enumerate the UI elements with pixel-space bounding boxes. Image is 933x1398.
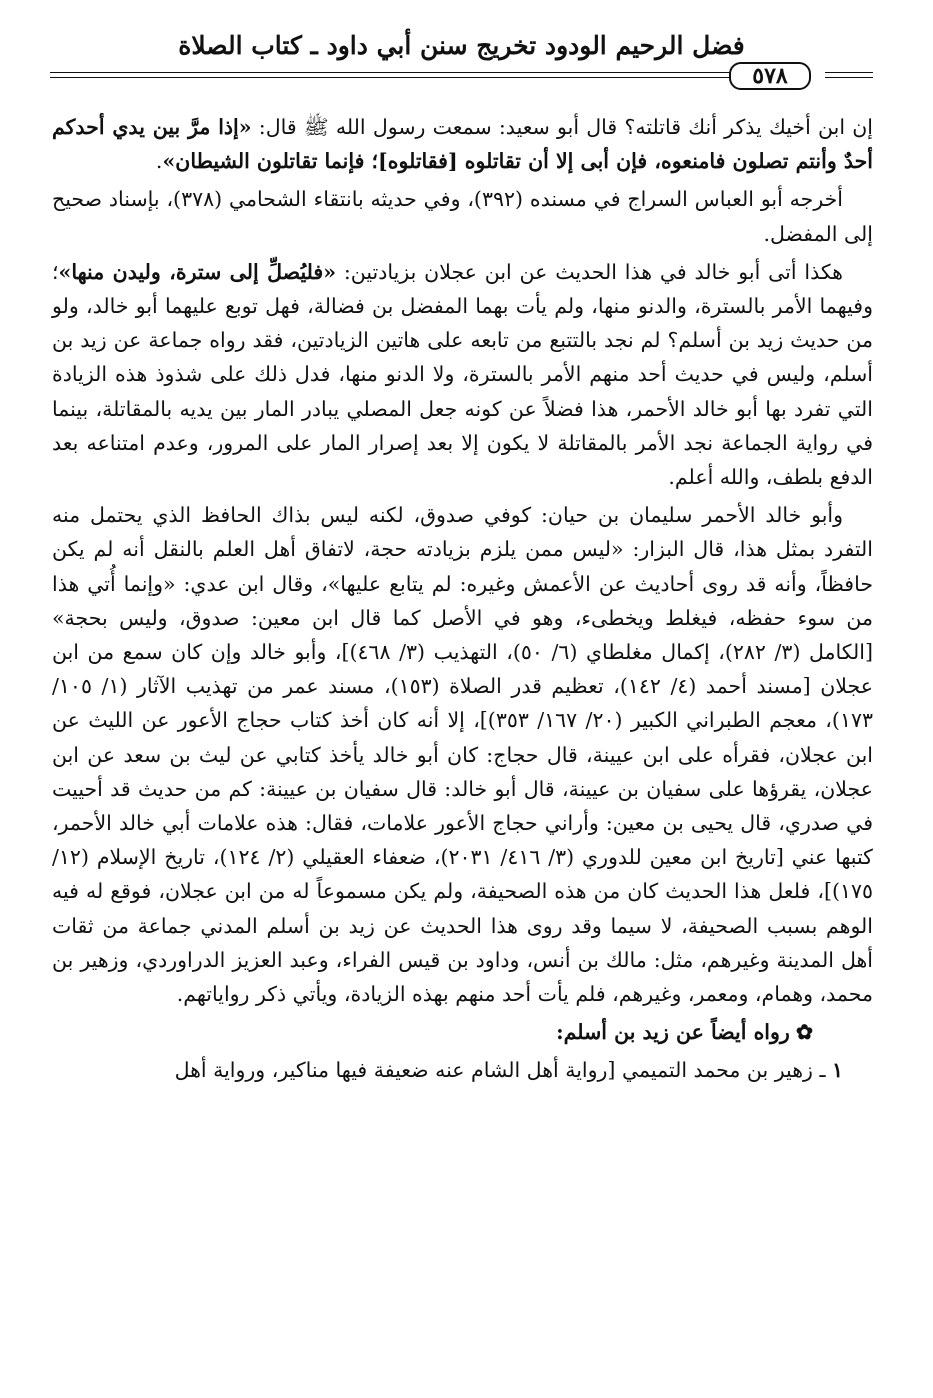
- section-heading-text: رواه أيضاً عن زيد بن أسلم:: [556, 1020, 790, 1045]
- section-heading: [52, 1015, 873, 1049]
- header-rule-left: [50, 72, 750, 78]
- addition-quote: «فليُصلِّ إلى سترة، وليدن منها»: [58, 259, 337, 284]
- hadith-quote: «إذا مرَّ بين يدي أحدكم أحدٌ وأنتم تصلون فامنعوه، فإن أبى إلا أن تقاتلوه [فقاتلوه]؛ فإنما تقاتلون الشيطان»: [52, 115, 873, 174]
- header-title: فضل الرحيم الودود تخريج سنن أبي داود ـ كتاب الصلاة: [178, 30, 745, 60]
- paragraph-3-body: ؛ وفيهما الأمر بالسترة، والدنو منها، ولم يأت بهما المفضل بن فضالة، فهل توبع عليهما أبو خالد، ولو من حديث زيد بن أسلم؟ لم نجد بالتتبع من تابعه على هاتين الزيادتين، فقد رواه جماعة عن زيد بن أسلم، وليس في حديث أحد منهم الأمر بالسترة، ولا الدنو منها، فدل ذلك على شذوذ هذه الزيادة التي تفرد بها أبو خالد الأحمر، هذا فضلاً عن كونه جعل المصلي يبادر المار بين يديه بالمقاتلة، بينما في رواية الجماعة نجد الأمر بالمقاتلة لا يكون إلا بعد إصرار المار على المرور، وعدم امتناعه بعد الدفع بلطف، والله أعلم.: [52, 259, 873, 490]
- list-item: [52, 1053, 873, 1087]
- paragraph-4: وأبو خالد الأحمر سليمان بن حيان: كوفي صدوق، لكنه ليس بذاك الحافظ الذي يحتمل منه التفرد بمثل هذا، قال البزار: «ليس ممن يلزم بزيادته حجة، لاتفاق أهل العلم بالنقل أنه لم يكن حافظاً، وأنه قد روى أحاديث عن الأعمش وغيره: لم يتابع عليها»، وقال ابن عدي: «وإنما أُتي هذا من سوء حفظه، فيغلط ويخطىء، وهو في الأصل كما قال ابن معين: صدوق، وليس بحجة» [الكامل (٣/ ٢٨٢)، إكمال مغلطاي (٦/ ٥٠)، التهذيب (٣/ ٤٦٨)]، وأبو خالد وإن كان سمع من ابن عجلان [مسند أحمد (٤/ ١٤٢)، تعظيم قدر الصلاة (١٥٣)، مسند عمر من تهذيب الآثار (١/ ١٠٥/ ١٧٣)، معجم الطبراني الكبير (٢٠/ ١٦٧/ ٣٥٣)]، إلا أنه كان أخذ كتاب حجاج الأعور عن الليث عن ابن عجلان، فقرأه على ابن عيينة، قال حجاج: كان أبو خالد يأخذ كتابي عن ليث بن سعد عن ابن عجلان، يقرؤها على سفيان بن عيينة، قال أبو خالد: قال سفيان بن عيينة: كم من حديث قد أحييت في صدري، قال يحيى بن معين: وأراني حجاج الأعور علامات، فقال: هذه علامات أبي خالد الأحمر، كتبها عني [تاريخ ابن معين للدوري (٣/ ٤١٦/ ٢٠٣١)، ضعفاء العقيلي (٢/ ١٢٤)، تاريخ الإسلام (١٢/ ١٧٥)]، فلعل هذا الحديث كان من هذه الصحيفة، ولم يكن مسموعاً له من ابن عجلان، فوقع له فيه الوهم بسبب الصحيفة، لا سيما وقد روى هذا الحديث عن زيد بن أسلم المدني جماعة من ثقات أهل المدينة وغيرهم، مثل: مالك بن أنس، وداود بن قيس الفراء، وعبد العزيز الدراوردي، وزهير بن محمد، وهمام، ومعمر، وغيرهم، فلم يأت أحد منهم بهذه الزيادة، ويأتي ذكر رواياتهم.: [52, 503, 873, 1007]
- paragraph-1: [52, 110, 873, 178]
- flower-icon: ✿: [795, 1020, 813, 1045]
- list-item-number: ١: [831, 1058, 843, 1083]
- paragraph-1-end: .: [155, 149, 163, 174]
- running-header: [50, 28, 873, 62]
- list-item-text: ـ زهير بن محمد التميمي [رواية أهل الشام عنه ضعيفة فيها مناكير، ورواية أهل: [174, 1058, 832, 1083]
- header-rule-right: [825, 72, 873, 78]
- paragraph-3: [52, 255, 873, 494]
- paragraph-1-text: إن ابن أخيك يذكر أنك قاتلته؟ قال أبو سعيد: سمعت رسول الله ﷺ قال:: [251, 115, 873, 139]
- header-rule: [50, 62, 873, 88]
- main-text: [52, 110, 873, 1092]
- paragraph-3-intro: هكذا أتى أبو خالد في هذا الحديث عن ابن عجلان بزيادتين:: [336, 259, 843, 284]
- paragraph-2: أخرجه أبو العباس السراج في مسنده (٣٩٢)، وفي حديثه بانتقاء الشحامي (٣٧٨)، بإسناد صحيح إلى المفضل.: [52, 187, 873, 246]
- page-number-badge: [729, 62, 811, 90]
- page-number: ٥٧٨: [752, 63, 788, 89]
